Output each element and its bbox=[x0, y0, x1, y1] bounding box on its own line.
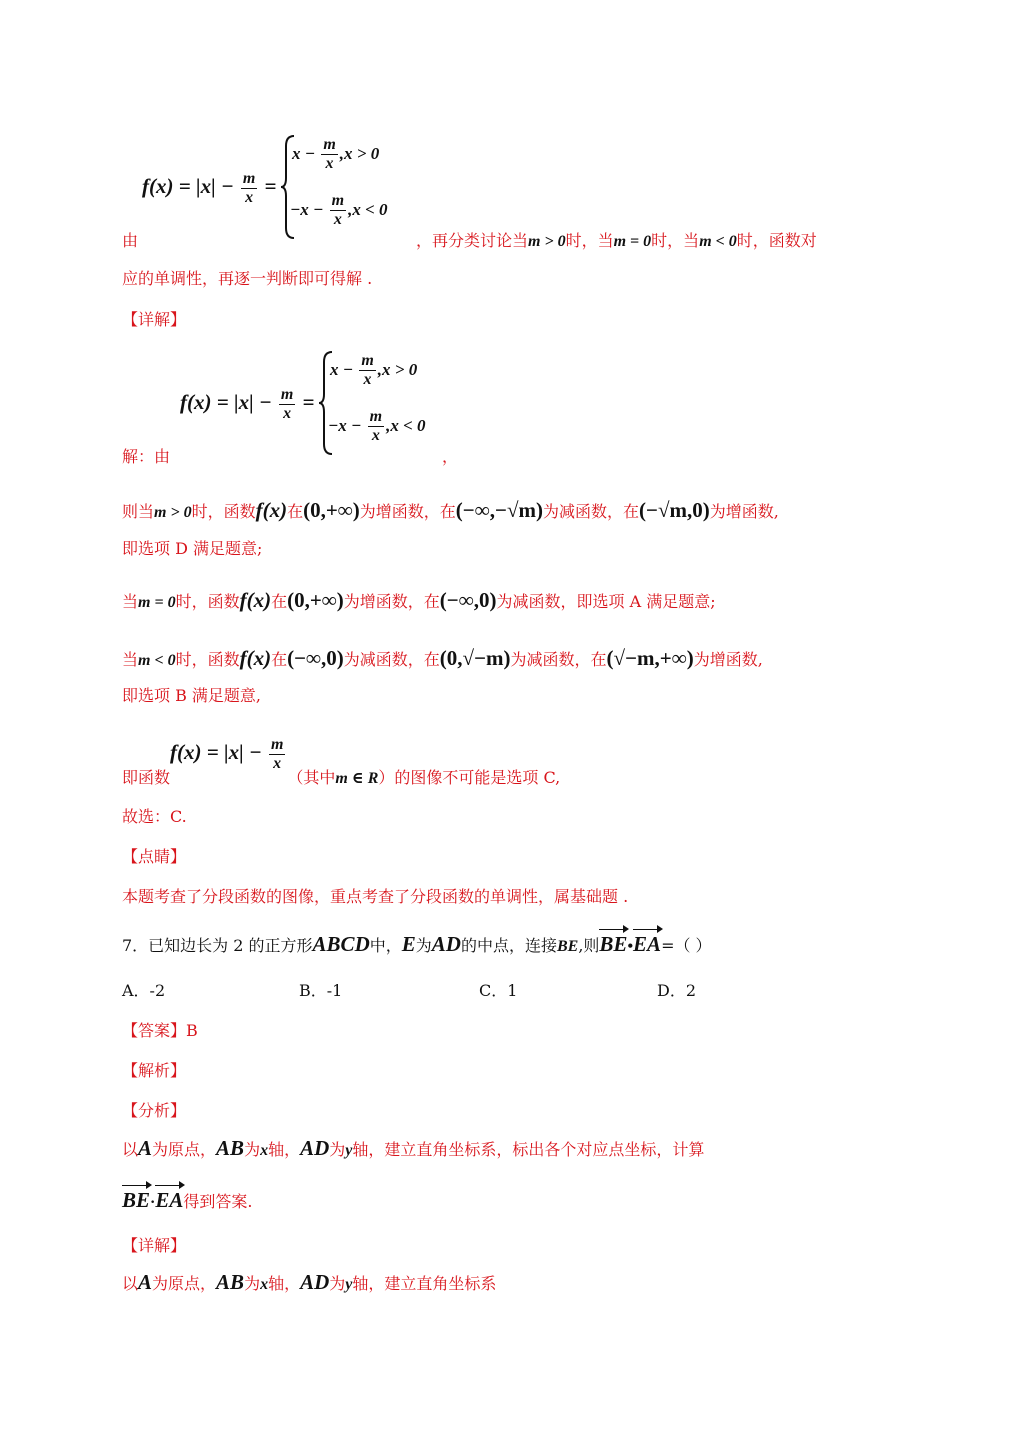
case2-left: −x − bbox=[290, 200, 328, 219]
answer-choice: 故选：C. bbox=[122, 807, 187, 826]
option-c: C．1 bbox=[479, 981, 518, 1000]
case1-condition: ,x > 0 bbox=[339, 144, 380, 163]
solution-lead: 解：由 ， bbox=[122, 447, 459, 466]
piecewise-formula-2: f(x) = |x| − $\frac{m}{x}$ = x − $\frac{m}{x}$ ,x > 0 −x − $\frac{m}{x}$ ,x < 0 bbox=[178, 348, 458, 458]
case-m-negative-conclusion: 即选项 B 满足题意, bbox=[122, 686, 262, 705]
analysis-line-2: 应的单调性，再逐一判断即可得解 . bbox=[122, 269, 373, 288]
fraction: $\frac{m}{x}$ bbox=[242, 170, 256, 206]
case-m-zero: 当m = 0时，函数f(x)在(0,+∞)为增函数，在(−∞,0)为减函数，即选项 A 满足题意; bbox=[122, 588, 716, 612]
fraction: $\frac{m}{x}$ bbox=[331, 192, 345, 228]
option-b: B．-1 bbox=[299, 981, 343, 1000]
formula-lhs: f(x) = |x| − bbox=[142, 174, 239, 198]
case1-left: x − bbox=[292, 144, 320, 163]
option-d: D．2 bbox=[657, 981, 697, 1000]
option-a: A．-2 bbox=[122, 981, 166, 1000]
case-m-positive-conclusion: 即选项 D 满足题意; bbox=[122, 539, 263, 558]
case-m-negative: 当m < 0时，函数f(x)在(−∞,0)为减函数，在(0,√−m)为减函数，在(√−m,+∞)为增函数, bbox=[122, 646, 763, 670]
options-row bbox=[122, 978, 822, 1002]
detail-sentence: 以A为原点，AB为x轴，AD为y轴，建立直角坐标系 bbox=[122, 1270, 497, 1294]
section-heading-detail-2: 【详解】 bbox=[122, 1236, 187, 1255]
section-heading-analysis: 【解析】 bbox=[122, 1061, 187, 1080]
section-heading-fenxi: 【分析】 bbox=[122, 1101, 187, 1120]
question-7: 7．已知边长为 2 的正方形ABCD中，E为AD的中点，连接BE,则BE•EA=（ ） bbox=[122, 932, 712, 956]
remark-text: 本题考查了分段函数的图像，重点考查了分段函数的单调性，属基础题 . bbox=[122, 887, 629, 906]
section-heading-remark: 【点睛】 bbox=[122, 847, 187, 866]
answer-line: 【答案】B bbox=[122, 1021, 198, 1040]
equals-sign: = bbox=[259, 174, 277, 198]
analysis-sentence-2: BE·EA得到答案. bbox=[122, 1188, 253, 1212]
conclusion-formula: 即函数f(x) = |x| − $\frac{m}{x}$ （其中m ∈ R）的图像不可能是选项 C, bbox=[122, 736, 561, 787]
fraction: $\frac{m}{x}$ bbox=[323, 136, 336, 172]
section-heading-detail: 【详解】 bbox=[122, 310, 187, 329]
case2-condition: ,x < 0 bbox=[348, 200, 388, 219]
analysis-line-1: 由 ，再分类讨论当m > 0时，当m = 0时，当m < 0时，函数对 bbox=[122, 231, 817, 250]
analysis-sentence: 以A为原点，AB为x轴，AD为y轴，建立直角坐标系，标出各个对应点坐标，计算 bbox=[122, 1136, 705, 1160]
piecewise-formula-1 bbox=[140, 132, 420, 242]
case-m-positive: 则当m > 0时，函数f(x)在(0,+∞)为增函数，在(−∞,−√m)为减函数，在(−√m,0)为增函数, bbox=[122, 498, 779, 522]
